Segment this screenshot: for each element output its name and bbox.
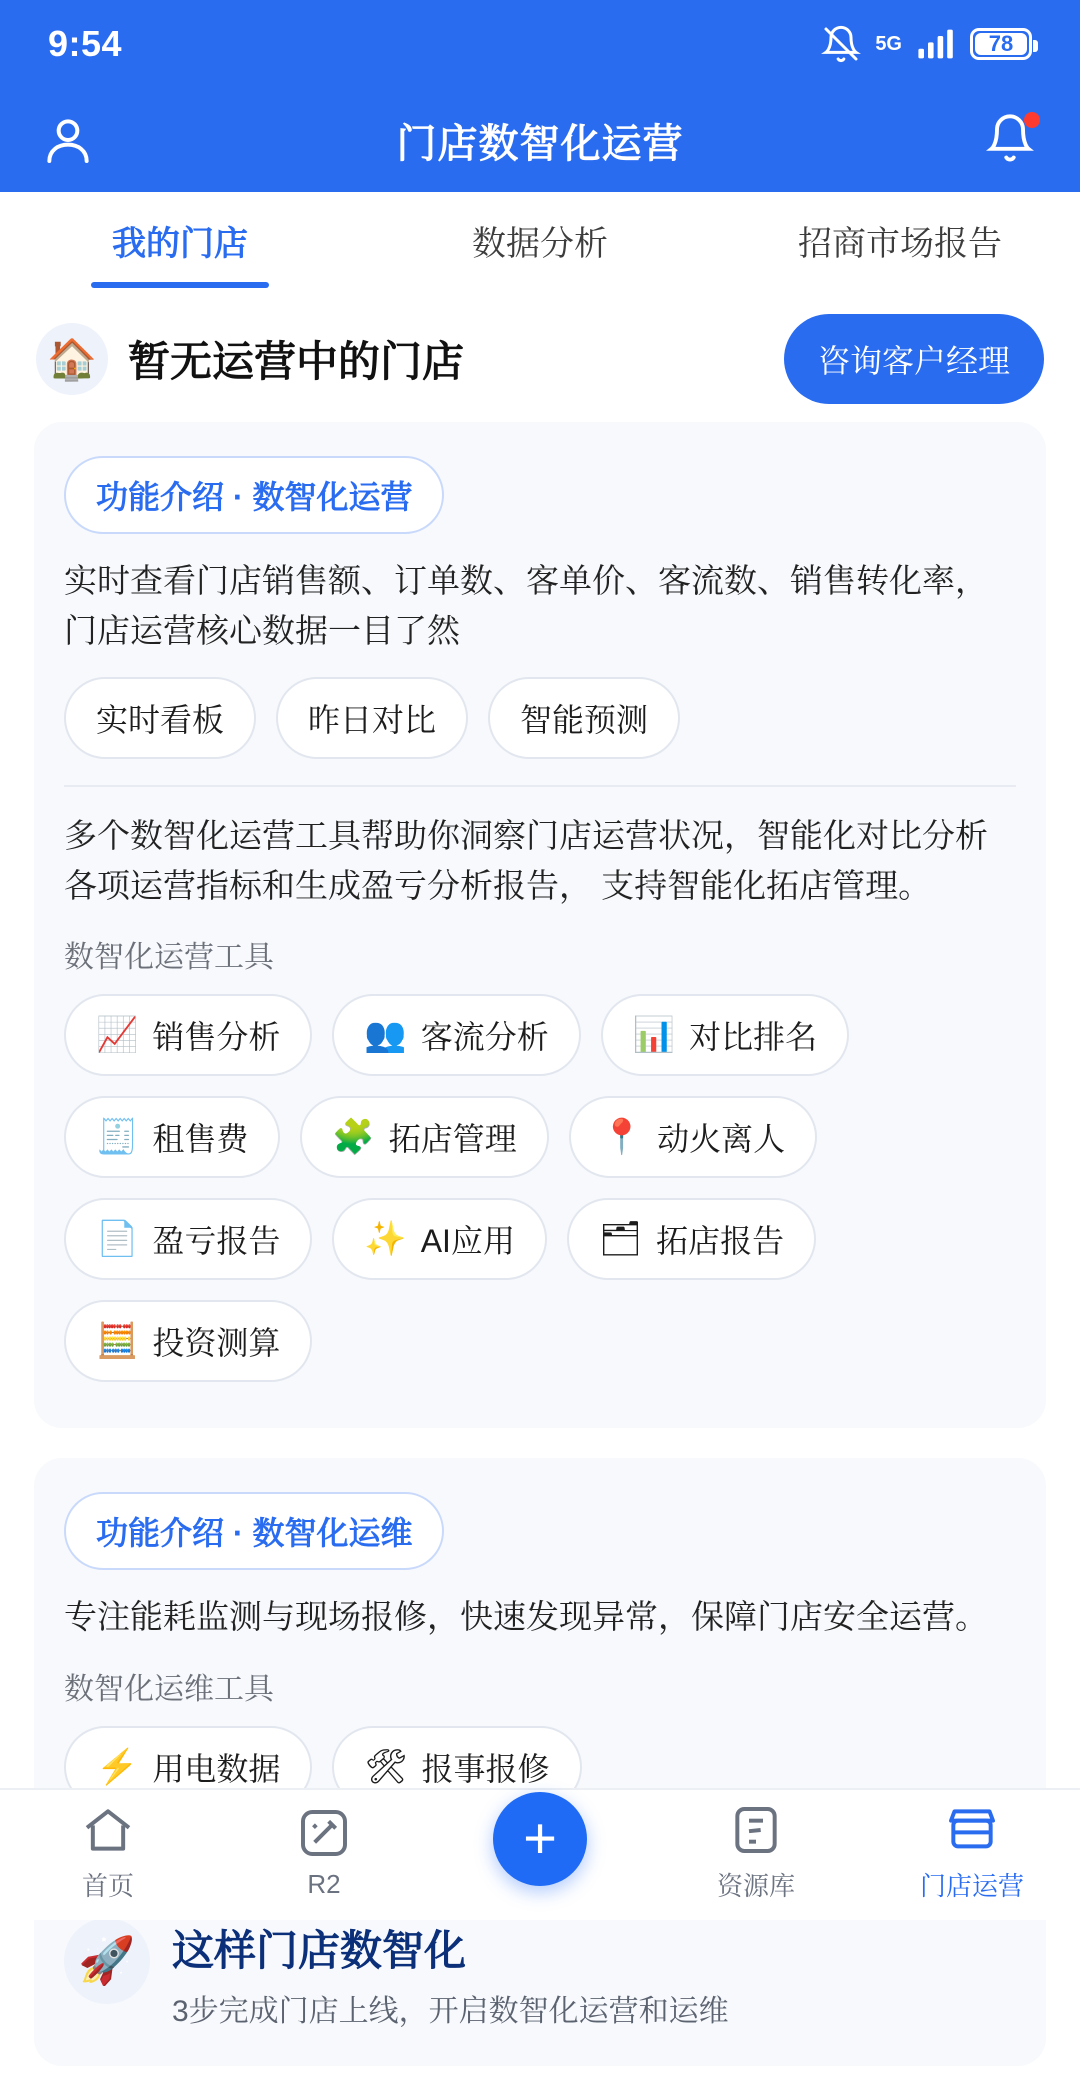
nav-label: 首页 — [81, 1870, 134, 1901]
chip-label: 实时看板 — [96, 702, 225, 738]
bell-muted-icon — [821, 24, 861, 64]
tools-icon: 🛠 — [364, 1747, 408, 1786]
tool-label: 盈亏报告 — [152, 1223, 281, 1259]
chart-up-icon: 📈 — [96, 1016, 139, 1054]
tool-label: 拓店报告 — [656, 1223, 785, 1259]
bar-chart-icon: 📊 — [632, 1016, 676, 1054]
magic-wand-icon — [296, 1805, 352, 1861]
card-1-tool-chips — [64, 994, 1016, 1382]
nav-label: 资源库 — [716, 1870, 795, 1901]
status-clock: 9:54 — [48, 23, 123, 64]
card-2-heading: 功能介绍 · 数智化运维 — [64, 1492, 444, 1570]
app-bar — [0, 88, 1080, 192]
card-1-tools-label: 数智化运营工具 — [64, 941, 274, 974]
abacus-icon: 🧮 — [96, 1322, 139, 1360]
tool-expansion-management[interactable] — [300, 1096, 548, 1178]
card-1-paragraph: 实时查看门店销售额、订单数、客单价、客流数、销售转化率，门店运营核心数据一目了然 — [64, 562, 988, 649]
card-smart-operation — [34, 422, 1046, 1428]
tool-ai-apps[interactable] — [332, 1198, 547, 1280]
tool-label: 动火离人 — [657, 1121, 786, 1157]
tool-compare-ranking[interactable] — [601, 994, 849, 1076]
tool-label: 租售费 — [152, 1121, 249, 1157]
lightning-icon: ⚡ — [96, 1747, 139, 1786]
tool-label: 客流分析 — [420, 1019, 549, 1055]
tool-label: 用电数据 — [152, 1750, 281, 1787]
tool-label: 报事报修 — [421, 1750, 550, 1787]
promo-row — [64, 1918, 1016, 2030]
nav-item-resources[interactable] — [666, 1802, 846, 1903]
house-icon: 🏠 — [36, 323, 108, 395]
tool-profit-report[interactable] — [64, 1198, 312, 1280]
notification-bell-icon[interactable] — [984, 112, 1040, 168]
card-1-divider — [64, 785, 1016, 787]
bottom-nav — [0, 1788, 1080, 1920]
promo-subtitle: 3步完成门店上线，开启数智化运营和运维 — [172, 1994, 729, 2028]
people-icon: 👥 — [364, 1016, 407, 1054]
nav-label: 门店运营 — [919, 1870, 1024, 1901]
tool-label: AI应用 — [420, 1223, 515, 1259]
tool-label: 投资测算 — [152, 1325, 281, 1361]
signal-5g-icon: 5G — [875, 33, 902, 55]
tool-label: 对比排名 — [689, 1019, 818, 1055]
card-2-tools-label: 数智化运维工具 — [64, 1672, 274, 1706]
sparkles-icon: ✨ — [364, 1220, 407, 1258]
tool-investment-calc[interactable] — [64, 1300, 312, 1382]
tool-traffic-analysis[interactable] — [332, 994, 580, 1076]
document-edit-icon — [728, 1802, 784, 1858]
folder-icon: 🗂 — [598, 1220, 643, 1258]
chip-realtime-board[interactable] — [64, 677, 256, 759]
store-header — [0, 288, 1080, 422]
tab-bar — [0, 192, 1080, 288]
rocket-icon: 🚀 — [64, 1918, 150, 2004]
card-1-paragraph-2: 多个数智化运营工具帮助你洞察门店运营状况，智能化对比分析各项运营指标和生成盈亏分析报告， 支持智能化拓店管理。 — [64, 817, 988, 904]
nav-item-store-operation[interactable] — [882, 1802, 1062, 1903]
tool-rent-fee[interactable] — [64, 1096, 280, 1178]
puzzle-icon: 🧩 — [332, 1118, 375, 1156]
chip-label: 智能预测 — [520, 702, 649, 738]
cellular-bars-icon — [916, 28, 956, 60]
tab-my-stores[interactable]: 我的门店 — [0, 192, 360, 288]
user-profile-icon[interactable] — [40, 112, 96, 168]
receipt-icon: 🧾 — [96, 1118, 139, 1156]
consult-manager-button[interactable]: 咨询客户经理 — [784, 314, 1044, 404]
document-icon: 📄 — [96, 1220, 139, 1258]
tab-market-report[interactable]: 招商市场报告 — [798, 224, 1002, 263]
pin-icon: 📍 — [600, 1118, 644, 1156]
nav-label: R2 — [307, 1868, 341, 1899]
tool-sales-analysis[interactable] — [64, 994, 312, 1076]
chip-yesterday-compare[interactable] — [276, 677, 468, 759]
store-icon — [944, 1802, 1000, 1858]
card-2-paragraph: 专注能耗监测与现场报修，快速发现异常，保障门店安全运营。 — [64, 1598, 988, 1635]
plus-icon[interactable]: + — [493, 1792, 587, 1886]
promo-title: 这样门店数智化 — [172, 1926, 467, 1974]
card-1-feature-chips — [64, 677, 1016, 759]
status-bar — [0, 0, 1080, 88]
notification-dot — [1024, 112, 1040, 128]
tool-hot-work[interactable] — [569, 1096, 817, 1178]
tool-expansion-report[interactable] — [567, 1198, 816, 1280]
chip-smart-forecast[interactable] — [488, 677, 680, 759]
home-icon — [80, 1802, 136, 1858]
chip-label: 昨日对比 — [308, 702, 437, 738]
tool-label: 销售分析 — [152, 1019, 281, 1055]
card-1-heading: 功能介绍 · 数智化运营 — [64, 456, 444, 534]
nav-item-r2[interactable] — [234, 1805, 414, 1900]
battery-level: 78 — [988, 31, 1014, 56]
tool-label: 拓店管理 — [388, 1121, 517, 1157]
store-empty-title: 暂无运营中的门店 — [128, 338, 465, 385]
nav-item-home[interactable] — [18, 1802, 198, 1903]
page-title: 门店数智化运营 — [396, 121, 684, 166]
battery-icon — [970, 28, 1032, 60]
tab-data-analysis[interactable]: 数据分析 — [472, 224, 608, 263]
status-icons — [821, 24, 1032, 64]
nav-item-add[interactable] — [450, 1806, 630, 1886]
